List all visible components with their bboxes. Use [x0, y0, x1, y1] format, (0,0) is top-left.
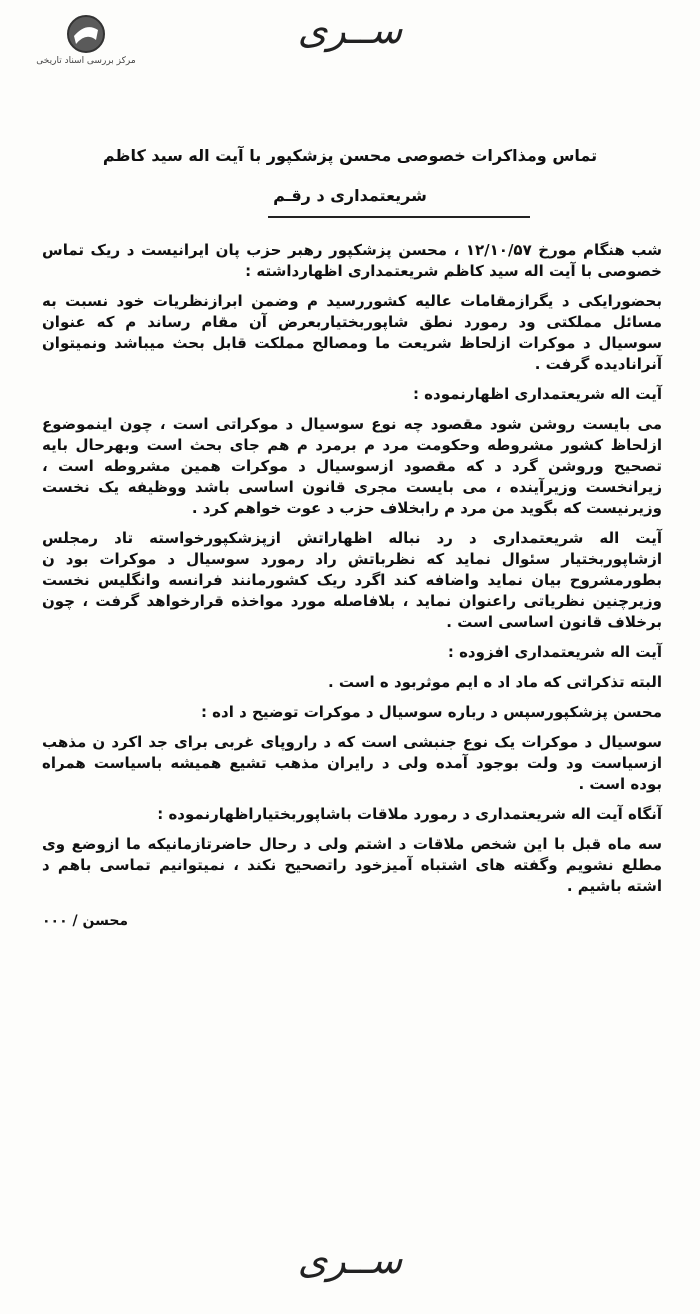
- paragraph-10: آنگاه آیت اله شریعتمداری د رمورد ملاقات باشاپوربختیاراظهارنموده :: [157, 805, 662, 823]
- paragraph-6: آیت اله شریعتمداری افزوده :: [447, 643, 662, 661]
- paragraph-9: سوسیال د موکرات یک نوع جنبشی است که د راروپای غربی برای جد اکرد ن مذهب ازسیاست ود ولت بوجود آمده ولی د رایران مذهب تشیع همیشه باسیاست همراه بوده است .: [42, 733, 662, 793]
- document-body: [42, 240, 662, 932]
- paragraph-1: شب هنگام مورخ ۱۲/۱۰/۵۷ ، محسن پزشکپور رهبر حزب پان ایرانیست د ریک تماس خصوصی با آیت اله سید کاظم شریعتمداری اظهارداشته :: [42, 241, 662, 280]
- paragraph-8: محسن پزشکپورسپس د رباره سوسیال د موکرات توضیح د اده :: [200, 703, 662, 721]
- paragraph-11: سه ماه قبل با این شخص ملاقات د اشتم ولی د رحال حاضرتازمانیکه ما ازوضع وی مطلع نشویم وگفته های اشتباه آمیزخود راتصحیح نکند ، نمیتوانیم تماسی باهم د اشته باشیم .: [42, 835, 662, 895]
- paragraph-2: بحضورایکی د یگرازمقامات عالیه کشوررسید م وضمن ابرازنظریات خود نسبت به مسائل مملکتی ود رمورد نطق شاپوربختیاربعرض آن مقام رساند م که عنوان سوسیال د موکرات ازلحاظ شریعت ما ومصالح مملکت قابل بحث میباشد ونمیتوان آنرانادیده گرفت .: [42, 292, 662, 373]
- archive-logo-icon: [64, 14, 108, 54]
- paragraph-7: البته تذکراتی که ماد اد ه ایم موثربود ه است .: [327, 673, 662, 691]
- paragraph-3: آیت اله شریعتمداری اظهارنموده :: [412, 385, 662, 403]
- secret-stamp-top: ســری: [297, 8, 403, 52]
- signature: محسن / ۰۰۰: [42, 913, 129, 929]
- archive-logo-caption: مرکز بررسی اسناد تاریخی: [36, 56, 136, 66]
- document-title: تماس ومذاکرات خصوصی محسن پزشکپور با آیت اله سید کاظم: [102, 146, 598, 165]
- title-underline: [268, 216, 530, 218]
- secret-stamp-bottom: ســری: [297, 1238, 403, 1282]
- paragraph-4: می بایست روشن شود مقصود چه نوع سوسیال د موکراتی است ، چون اینموضوع ازلحاظ کشور مشروطه وحکومت مرد م برمرد م هم جای بحث است وبهرحال بایه تصحیح وروشن گرد د که مقصود ازسوسیال د موکرات همین مشروطه است ، زیرانخست وزیرآینده ، می بایست مجری قانون اساسی باشد ووظیفه یک نخست وزیرنیست که بگوید من مرد م رابخلاف حزب د عوت خواهم کرد .: [42, 415, 662, 517]
- paragraph-5: آیت اله شریعتمداری د رد نباله اظهاراتش ازپزشکپورخواسته تاد رمجلس ازشاپوربختیار سئوال نماید که نظرباتش راد رمورد سوسیال د موکرات بود ن بطورمشروح بیان نماید واضافه کند اگرد ریک کشورمانند فرانسه وانگلیس نخست وزیرچنین نظریاتی راعنوان نماید ، بلافاصله مورد مواخذه قرارخواهد گرفت ، چون برخلاف قانون اساسی است .: [42, 529, 662, 631]
- archive-logo: [26, 14, 146, 74]
- document-subtitle: شریعتمداری د رقـم: [273, 186, 427, 205]
